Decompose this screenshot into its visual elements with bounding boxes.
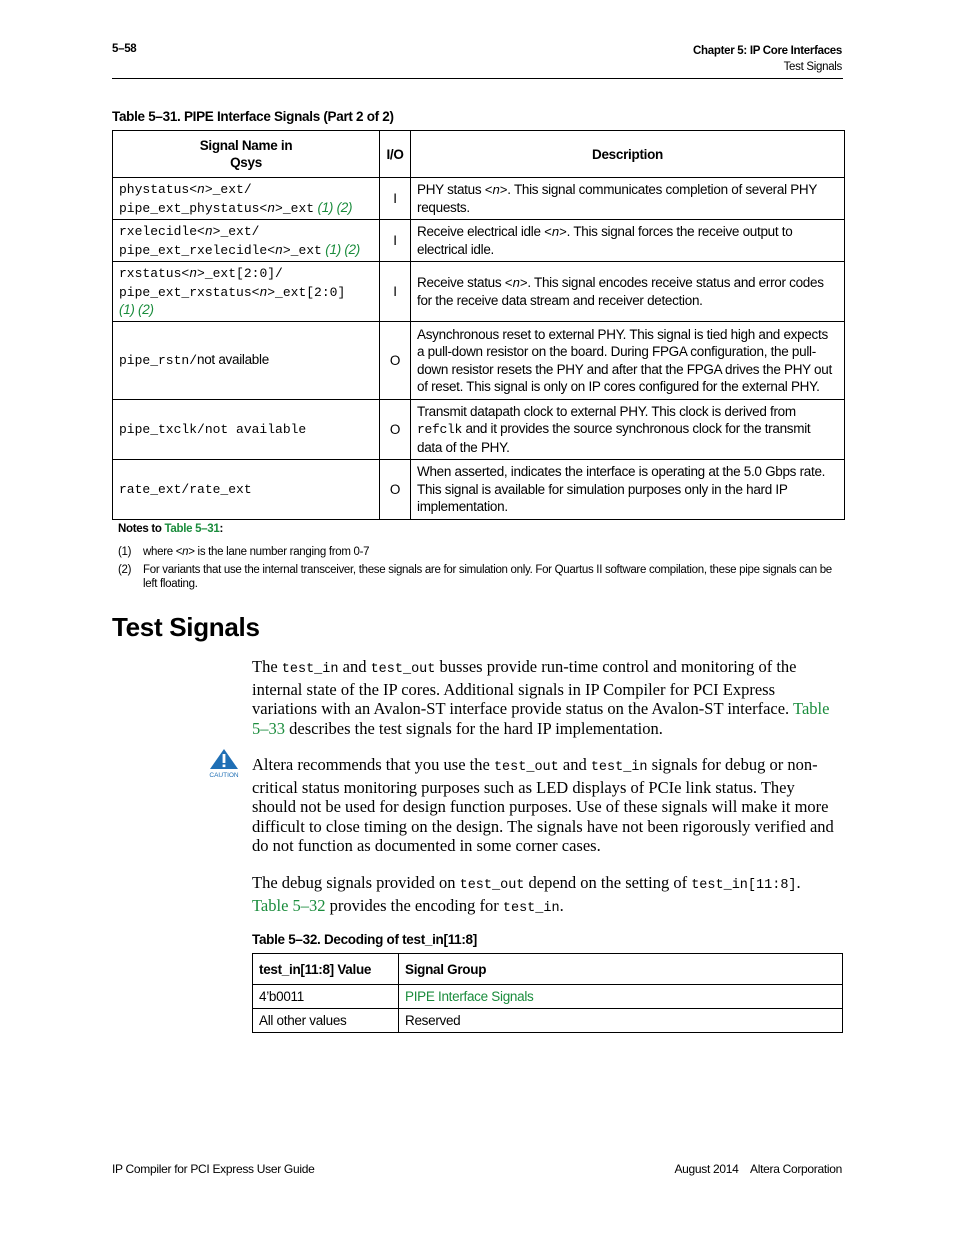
signal-name-cell: rxstatus<n>_ext[2:0]/ pipe_ext_rxstatus<n>_ext[2:0] (1) (2) [113, 262, 380, 322]
signal-name-cell: phystatus<n>_ext/ pipe_ext_phystatus<n>_ext (1) (2) [113, 178, 380, 220]
intro-paragraph: The test_in and test_out busses provide run-time control and monitoring of the internal state of the IP cores. Additional signals in IP Compiler for PCI Express variations with an Avalon-ST interface provide status on the Avalon-ST interface. Table 5–33 describes the test signals for the hard IP implementation. [252, 657, 830, 738]
table-5-31-link[interactable]: Table 5–31 [164, 523, 220, 535]
header-io: I/O [380, 131, 411, 178]
description-cell: PHY status <n>. This signal communicates completion of several PHY requests. [411, 178, 845, 220]
table-5-32-caption: Table 5–32. Decoding of test_in[11:8] [252, 932, 477, 947]
section-name: Test Signals [783, 61, 842, 73]
table-row [113, 322, 845, 400]
table-header-row [253, 954, 843, 985]
chapter-title: Chapter 5: IP Core Interfaces [693, 45, 842, 57]
io-cell: I [380, 220, 411, 262]
table-row [113, 178, 845, 220]
signal-name-cell: rate_ext/rate_ext [113, 460, 380, 520]
running-header [693, 43, 842, 75]
header-description: Description [411, 131, 845, 178]
io-cell: I [380, 178, 411, 220]
note-number: (2) [118, 564, 132, 576]
header-signal-name: Signal Name in Qsys [113, 131, 380, 178]
table-notes-heading: Notes to Table 5–31: [118, 523, 223, 535]
value-cell: 4’b0011 [253, 985, 399, 1009]
description-cell: Receive electrical idle <n>. This signal forces the receive output to electrical idle. [411, 220, 845, 262]
table-row [113, 460, 845, 520]
io-cell: O [380, 400, 411, 460]
io-cell: I [380, 262, 411, 322]
table-row [253, 985, 843, 1009]
debug-paragraph: The debug signals provided on test_out depend on the setting of test_in[11:8]. Table 5–32 provides the encoding for test_in. [252, 873, 801, 916]
footer-date-company: August 2014 Altera Corporation [674, 1162, 842, 1176]
signal-name-cell: pipe_rstn/not available [113, 322, 380, 400]
table-header-row [113, 131, 845, 178]
header-value: test_in[11:8] Value [253, 954, 399, 985]
note-text: For variants that use the internal transceiver, these signals are for simulation only. For Quartus II software compilation, these pipe signals can be left floating. [143, 564, 832, 590]
caution-label: CAUTION [209, 772, 239, 779]
table-row [113, 400, 845, 460]
pipe-interface-signals-table [112, 130, 845, 520]
table-5-33-link[interactable]: Table 5–33 [252, 699, 830, 738]
decoding-table [252, 953, 843, 1033]
section-heading: Test Signals [112, 612, 260, 642]
caution-paragraph: Altera recommends that you use the test_out and test_in signals for debug or non-critical status monitoring purposes such as LED displays of PCIe link status. They should not be used for design function purposes. Use of these signals will make it more difficult to close timing on the design. The signals have not been rigorously verified and do not function as documented in some corner cases. [252, 755, 834, 856]
description-cell: Receive status <n>. This signal encodes receive status and error codes for the receive data stream and receiver detection. [411, 262, 845, 322]
caution-icon [207, 748, 241, 780]
pipe-interface-signals-link[interactable]: PIPE Interface Signals [399, 985, 843, 1009]
note-refs[interactable]: (1) (2) [314, 199, 353, 215]
description-cell: Asynchronous reset to external PHY. This signal is tied high and expects a pull-down resistor on the board. During FPGA configuration, the pull-down resistor resets the PHY and after that the FPGA drives the PHY out of reset. This signal is only on IP cores configured for the external PHY. [411, 322, 845, 400]
io-cell: O [380, 322, 411, 400]
note-text: where <n> is the lane number ranging from 0-7 [143, 546, 370, 558]
signal-name-cell: pipe_txclk/not available [113, 400, 380, 460]
page-number: 5–58 [112, 43, 137, 55]
signal-name-cell: rxelecidle<n>_ext/ pipe_ext_rxelecidle<n>_ext (1) (2) [113, 220, 380, 262]
note-number: (1) [118, 546, 132, 558]
note-refs[interactable]: (1) (2) [321, 241, 360, 257]
table-row [253, 1009, 843, 1033]
description-cell: Transmit datapath clock to external PHY. This clock is derived from refclk and it provides the source synchronous clock for the transmit data of the PHY. [411, 400, 845, 460]
io-cell: O [380, 460, 411, 520]
table-5-32-link[interactable]: Table 5–32 [252, 895, 326, 915]
header-signal-group: Signal Group [399, 954, 843, 985]
header-rule [112, 78, 843, 79]
description-cell: When asserted, indicates the interface is operating at the 5.0 Gbps rate. This signal is available for simulation purposes only in the hard IP implementation. [411, 460, 845, 520]
table-5-31-caption: Table 5–31. PIPE Interface Signals (Part 2 of 2) [112, 109, 394, 124]
note-refs[interactable]: (1) (2) [119, 302, 154, 318]
table-row [113, 262, 845, 322]
table-row [113, 220, 845, 262]
value-cell: All other values [253, 1009, 399, 1033]
group-cell: Reserved [399, 1009, 843, 1033]
footer-guide-title: IP Compiler for PCI Express User Guide [112, 1162, 315, 1176]
